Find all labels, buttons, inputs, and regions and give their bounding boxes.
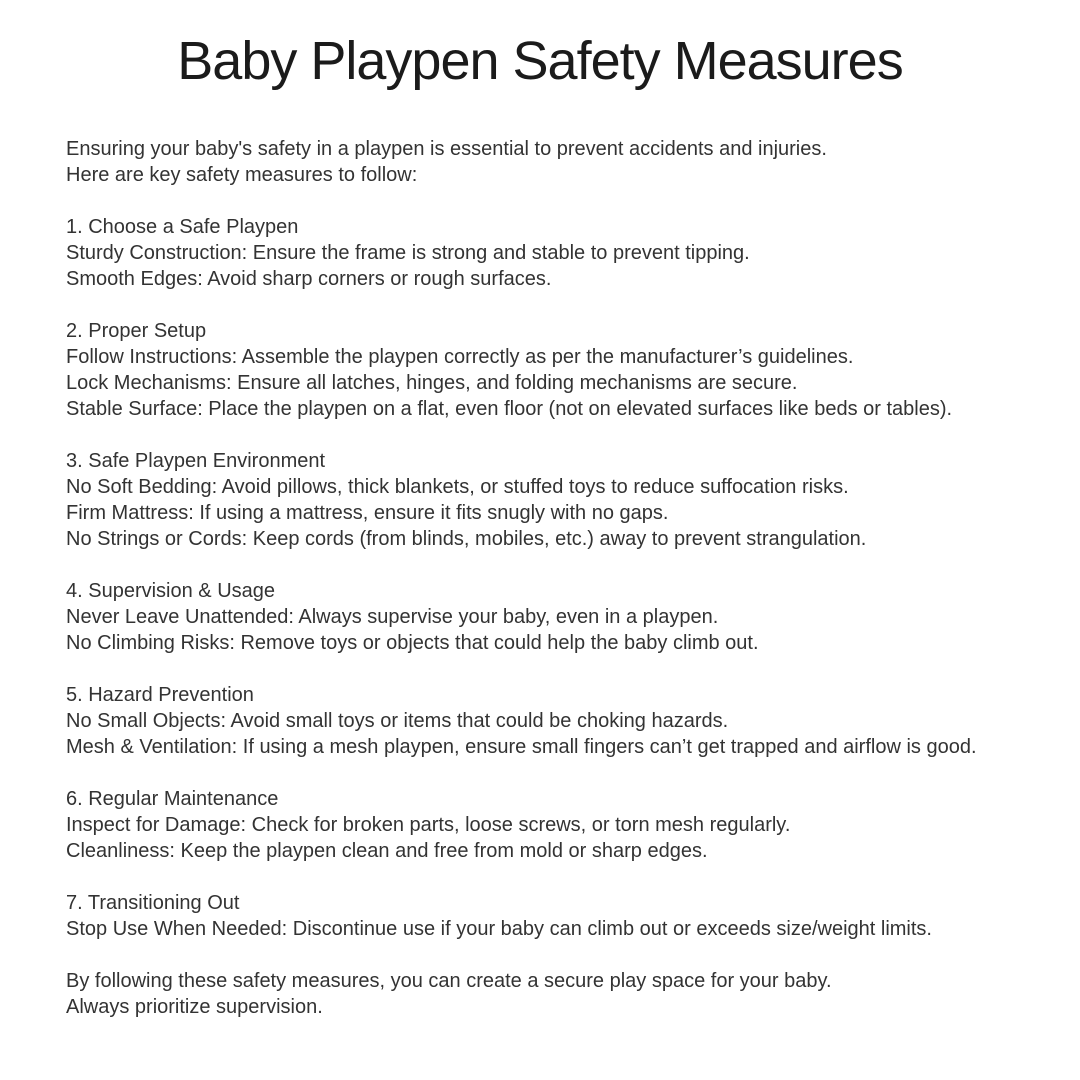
section-line: Never Leave Unattended: Always supervise your baby, even in a playpen. [66, 606, 719, 629]
section-line: No Soft Bedding: Avoid pillows, thick blankets, or stuffed toys to reduce suffocation risks. [66, 476, 849, 499]
section [66, 214, 1014, 292]
section-line: No Climbing Risks: Remove toys or objects that could help the baby climb out. [66, 632, 759, 655]
section-heading: 5. Hazard Prevention [66, 684, 254, 707]
section-heading: 4. Supervision & Usage [66, 580, 276, 603]
section-line: Smooth Edges: Avoid sharp corners or rough surfaces. [66, 268, 552, 291]
section-heading: 3. Safe Playpen Environment [66, 450, 326, 473]
document-body [0, 136, 1080, 1020]
section-line: No Strings or Cords: Keep cords (from blinds, mobiles, etc.) away to prevent strangulation. [66, 528, 867, 551]
section-line: Follow Instructions: Assemble the playpen correctly as per the manufacturer’s guidelines. [66, 346, 854, 369]
section-heading: 1. Choose a Safe Playpen [66, 216, 299, 239]
section-line: No Small Objects: Avoid small toys or items that could be choking hazards. [66, 710, 729, 733]
section-heading: 2. Proper Setup [66, 320, 207, 343]
outro-line: By following these safety measures, you can create a secure play space for your baby. [66, 970, 832, 993]
section-line: Firm Mattress: If using a mattress, ensure it fits snugly with no gaps. [66, 502, 669, 525]
outro-line: Always prioritize supervision. [66, 996, 323, 1019]
intro-line: Ensuring your baby's safety in a playpen is essential to prevent accidents and injuries. [66, 138, 827, 161]
section [66, 890, 1014, 942]
section [66, 682, 1014, 760]
section [66, 578, 1014, 656]
section-heading: 7. Transitioning Out [66, 892, 240, 915]
section [66, 318, 1014, 422]
page-title: Baby Playpen Safety Measures [177, 31, 903, 91]
section-line: Inspect for Damage: Check for broken parts, loose screws, or torn mesh regularly. [66, 814, 791, 837]
intro-paragraph [66, 136, 1014, 188]
section-line: Stop Use When Needed: Discontinue use if your baby can climb out or exceeds size/weight limits. [66, 918, 932, 941]
intro-line: Here are key safety measures to follow: [66, 164, 418, 187]
section-line: Lock Mechanisms: Ensure all latches, hinges, and folding mechanisms are secure. [66, 372, 798, 395]
section [66, 786, 1014, 864]
section-line: Sturdy Construction: Ensure the frame is strong and stable to prevent tipping. [66, 242, 750, 265]
section-line: Mesh & Ventilation: If using a mesh playpen, ensure small fingers can’t get trapped and airflow is good. [66, 736, 977, 759]
sections-container [66, 214, 1014, 942]
section [66, 448, 1014, 552]
section-heading: 6. Regular Maintenance [66, 788, 279, 811]
closing-paragraph [66, 968, 1014, 1020]
section-line: Cleanliness: Keep the playpen clean and free from mold or sharp edges. [66, 840, 708, 863]
section-line: Stable Surface: Place the playpen on a flat, even floor (not on elevated surfaces like beds or tables). [66, 398, 953, 421]
